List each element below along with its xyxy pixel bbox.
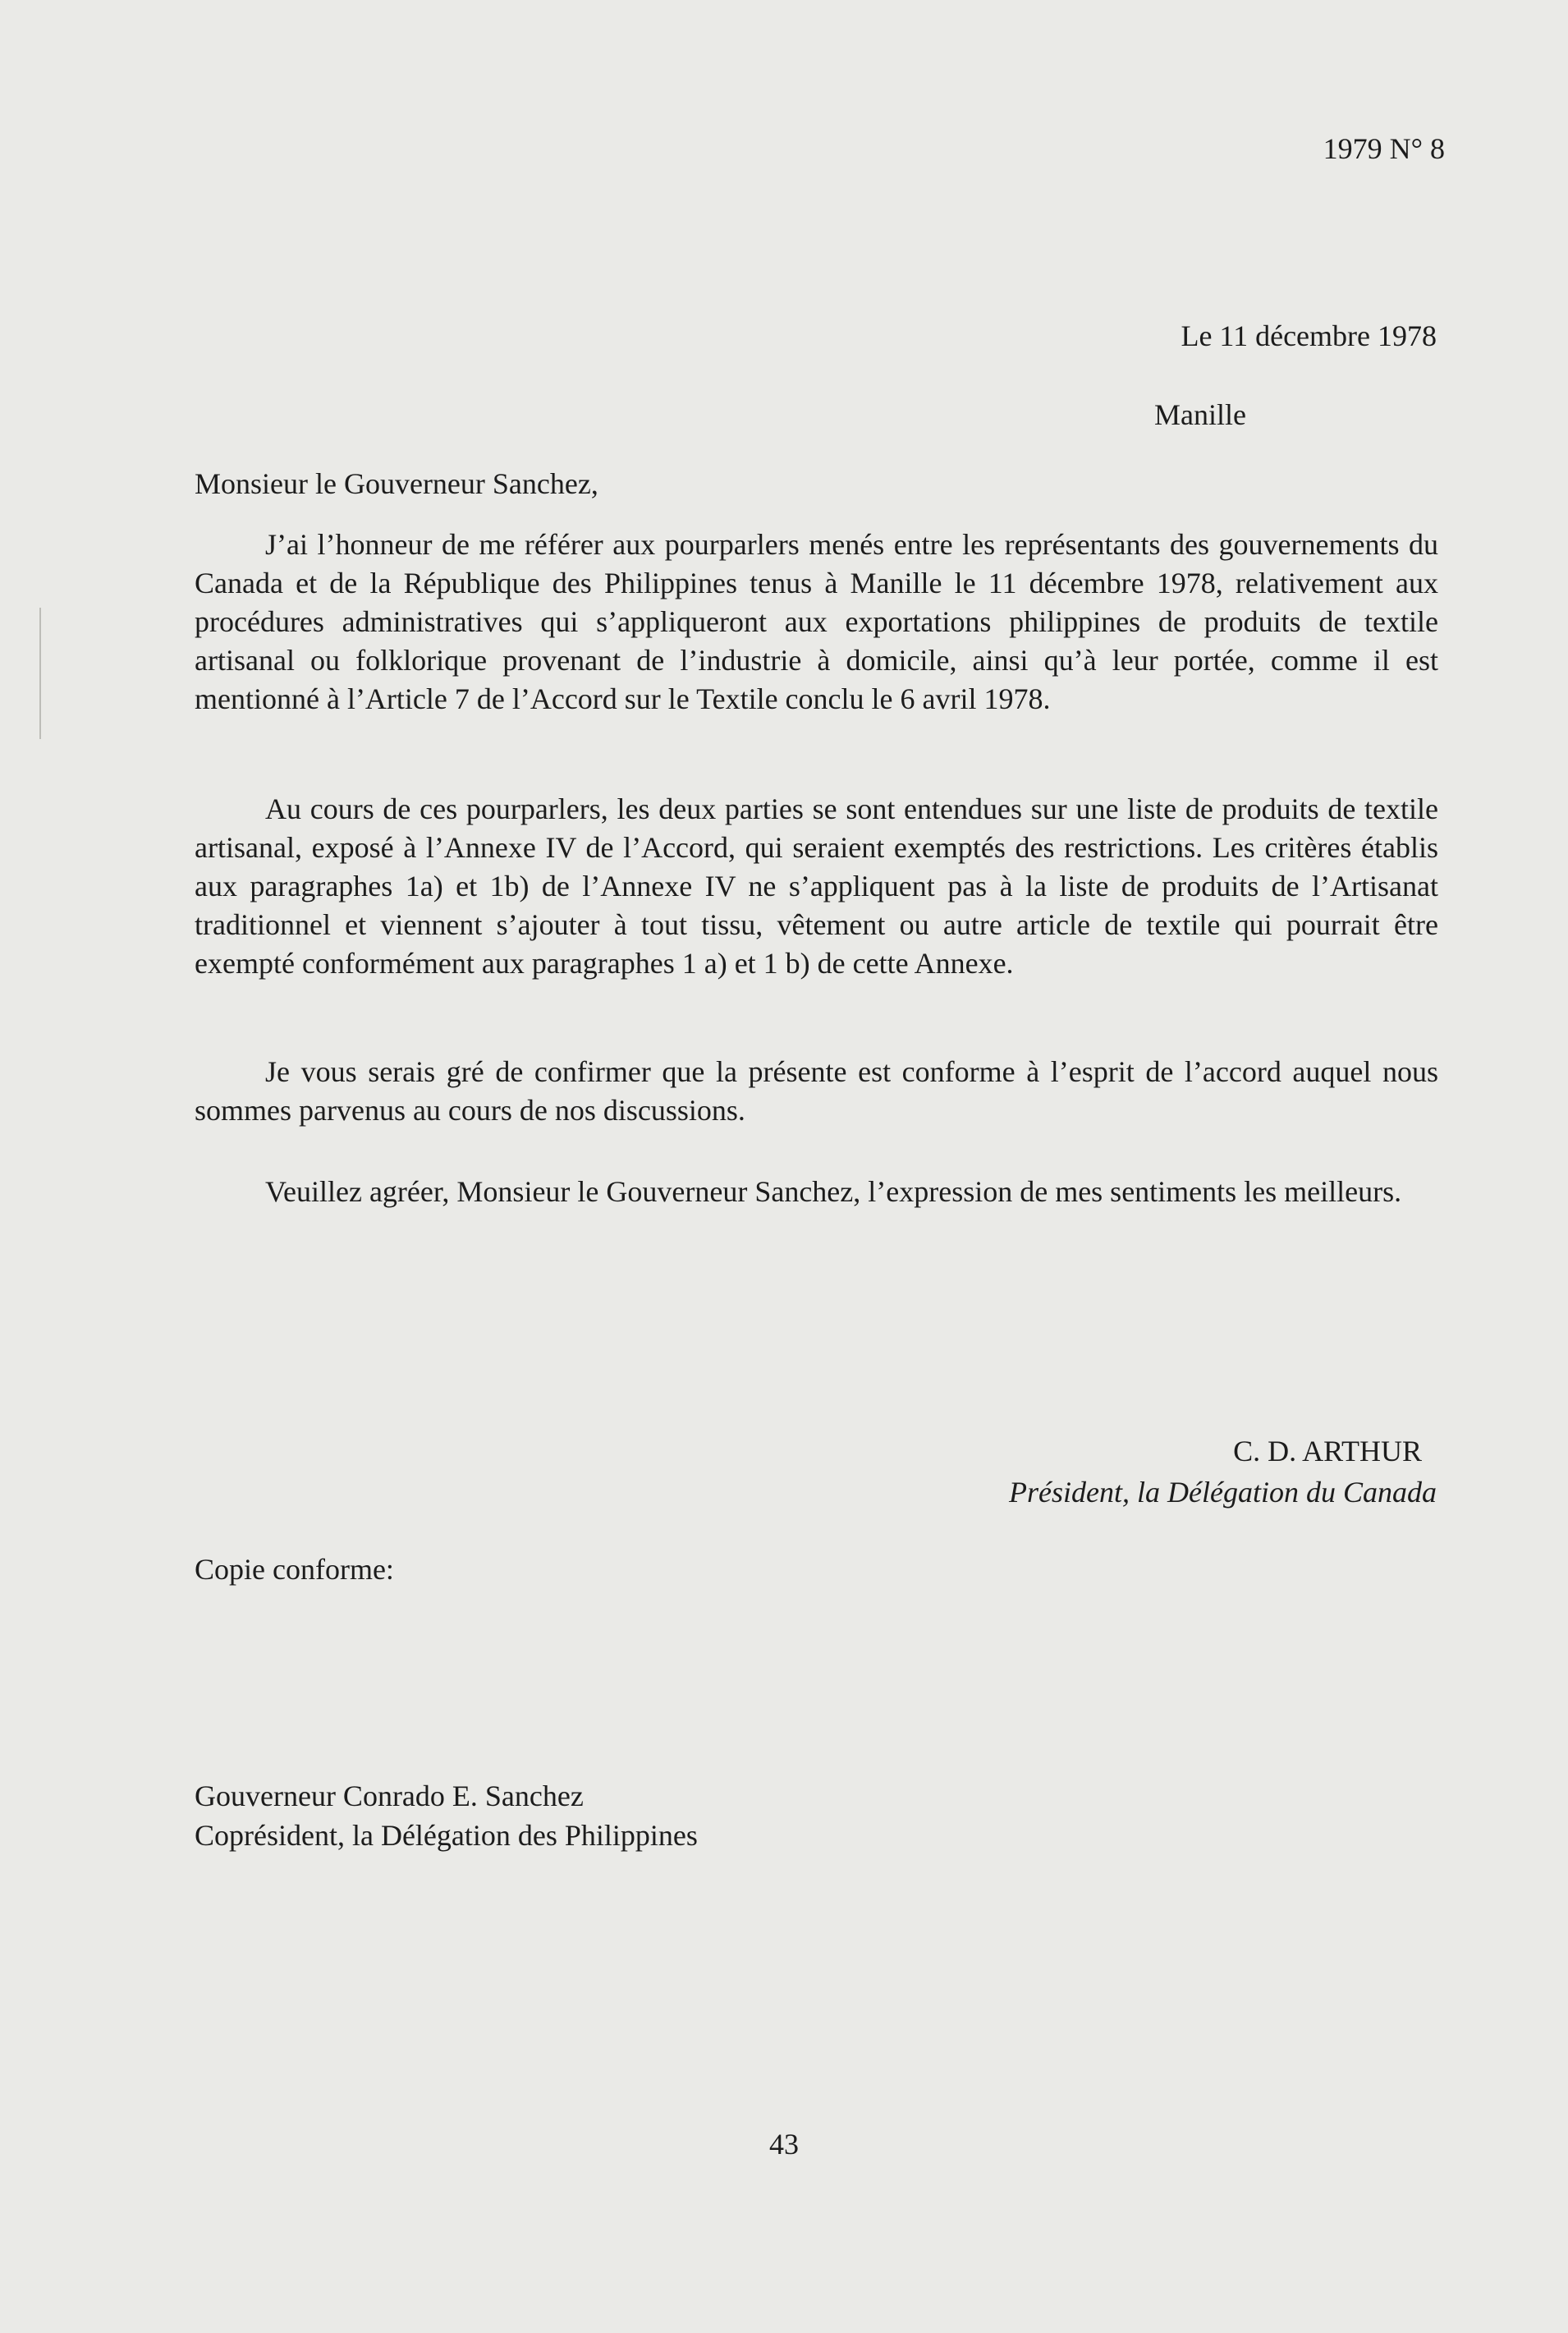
signature-title: Président, la Délégation du Canada — [1009, 1476, 1437, 1509]
salutation: Monsieur le Gouverneur Sanchez, — [195, 467, 598, 500]
page-number: 43 — [769, 2128, 799, 2161]
paragraph-2-text: Au cours de ces pourparlers, les deux parties se sont entendues sur une liste de produits de textile artisanal, exposé à l’Annexe IV de l’Accord, qui seraient exemptés des restrictions. Les critères établis aux paragraphes 1a) et 1b) de l’Annexe IV ne s’appliquent pas à la liste de produits de l’Artisanat traditionnel et viennent s’ajouter à tout tissu, vêtement ou autre article de textile qui pourrait être exempté conformément aux paragraphes 1 a) et 1 b) de cette Annexe. — [195, 792, 1438, 980]
paragraph-3-text: Je vous serais gré de confirmer que la présente est conforme à l’esprit de l’accord auquel nous sommes parvenus au cours de nos discussions. — [195, 1055, 1438, 1127]
copy-label: Copie conforme: — [195, 1553, 394, 1586]
recipient-title: Coprésident, la Délégation des Philippines — [195, 1819, 698, 1852]
paragraph-3 — [195, 1053, 1438, 1130]
paragraph-2 — [195, 790, 1438, 983]
signature-name: C. D. ARTHUR — [1233, 1435, 1422, 1467]
paragraph-1-text: J’ai l’honneur de me référer aux pourparlers menés entre les représentants des gouvernements du Canada et de la République des Philippines tenus à Manille le 11 décembre 1978, relativement aux procédures administratives qui s’appliqueront aux exportations philippines de produits de textile artisanal ou folklorique provenant de l’industrie à domicile, ainsi qu’à leur portée, comme il est mentionné à l’Article 7 de l’Accord sur le Textile conclu le 6 avril 1978. — [195, 528, 1438, 715]
treaty-number: 1979 N° 8 — [1323, 132, 1445, 165]
letter-place: Manille — [1154, 398, 1246, 431]
scan-edge-mark — [39, 608, 41, 739]
paragraph-1 — [195, 526, 1438, 719]
paragraph-4 — [195, 1173, 1438, 1211]
paragraph-4-text: Veuillez agréer, Monsieur le Gouverneur Sanchez, l’expression de mes sentiments les meilleurs. — [265, 1175, 1402, 1208]
letter-date: Le 11 décembre 1978 — [1181, 319, 1437, 352]
recipient-name: Gouverneur Conrado E. Sanchez — [195, 1780, 584, 1812]
